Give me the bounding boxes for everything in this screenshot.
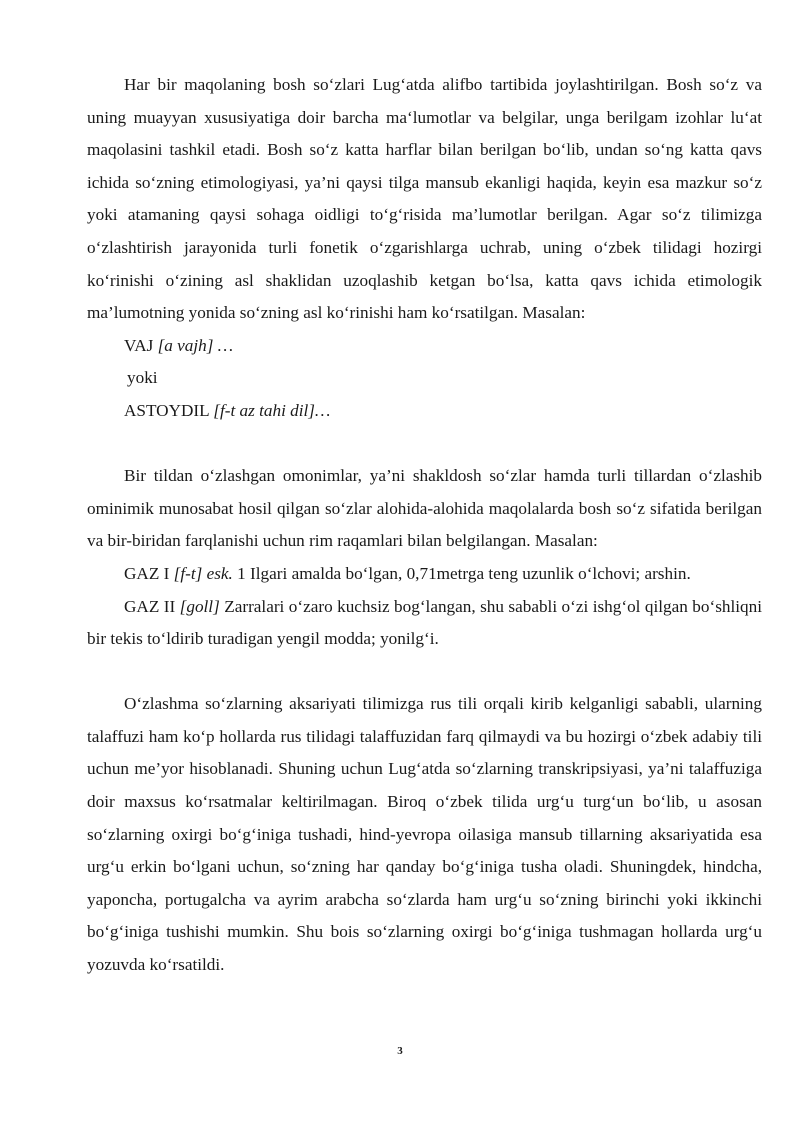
spacer [87,428,762,461]
headword-astoydil: ASTOYDIL [124,400,214,420]
headword-vaj: VAJ [124,335,158,355]
definition-gaz-2: Zarralari o‘zaro kuchsiz bog‘langan, shu sababli o‘zi ishg‘ol qilgan bo‘shliqni bir tekis to‘ldirib turadigan yengil modda; yonilg‘i. [87,596,762,649]
example-astoydil [87,395,762,428]
paragraph-homonyms: Bir tildan o‘zlashgan omonimlar, ya’ni shakldosh so‘zlar hamda turli tillardan o‘zlashib ominimik munosabat hosil qilgan so‘zlar alohida-alohida maqolalarda bosh so‘z sifatida berilgan va bir-biridan farqlanishi uchun rim raqamlari bilan belgilangan. Masalan: [87,466,762,551]
etymology-gaz-2: [goll] [179,596,220,616]
document-page [87,69,762,982]
paragraph-stress: O‘zlashma so‘zlarning aksariyati tilimizga rus tili orqali kirib kelganligi sababli, ularning talaffuzi ham ko‘p hollarda rus tilidagi talaffuzidan farq qilmaydi va bu hozirgi o‘zbek adabiy tili uchun me’yor hisoblanadi. Shuning uchun Lug‘atda so‘zlarning transkripsiyasi, ya’ni talaffuziga doir maxsus ko‘rsatmalar keltirilmagan. Biroq o‘zbek tilida urg‘u turg‘un bo‘lib, u asosan so‘zlarning oxirgi bo‘g‘iniga tushadi, hind-yevropa oilasiga mansub tillarning aksariyatida esa urg‘u erkin bo‘lgani uchun, so‘zning har qanday bo‘g‘iniga tusha oladi. Shuningdek, hindcha, yaponcha, portugalcha va ayrim arabcha so‘zlarda ham urg‘u so‘zning birinchi yoki ikkinchi bo‘g‘iniga tushishi mumkin. Shu bois so‘zlarning oxirgi bo‘g‘iniga tushmagan hollarda urg‘u yozuvda ko‘rsatildi. [87,694,762,975]
etymology-gaz-1: [f-t] esk. [173,563,233,583]
example-gaz-1 [87,558,762,591]
spacer [87,656,762,689]
etymology-astoydil: [f-t az tahi dil]… [213,400,331,420]
headword-gaz-1: GAZ I [124,563,174,583]
etymology-vaj: [a vajh] … [157,335,234,355]
paragraph-headwords: Har bir maqolaning bosh so‘zlari Lug‘atda alifbo tartibida joylashtirilgan. Bosh so‘z va uning muayyan xususiyatiga doir barcha ma‘lumotlar va belgilar, unga berilgam izohlar lu‘at maqolasini tashkil etadi. Bosh so‘z katta harflar bilan berilgan bo‘lib, undan so‘ng katta qavs ichida so‘zning etimologiyasi, ya’ni qaysi tilga mansub ekanligi haqida, keyin esa mazkur so‘z yoki atamaning qaysi sohaga oidligi to‘g‘risida ma’lumotlar berilgan. Agar so‘z tilimizga o‘zlashtirish jarayonida turli fonetik o‘zgarishlarga uchrab, uning o‘zbek tilidagi hozirgi ko‘rinishi o‘zining asl shaklidan uzoqlashib ketgan bo‘lsa, katta qavs ichida etimologik ma’lumotning yonida so‘zning asl ko‘rinishi ham ko‘rsatilgan. Masalan: [87,75,762,323]
example-vaj [87,330,762,363]
definition-gaz-1: 1 Ilgari amalda bo‘lgan, 0,71metrga teng uzunlik o‘lchovi; arshin. [232,563,691,583]
headword-gaz-2: GAZ II [124,596,180,616]
example-yoki: yoki [127,368,158,388]
page-number: 3 [397,1045,403,1057]
example-gaz-2 [87,591,762,656]
